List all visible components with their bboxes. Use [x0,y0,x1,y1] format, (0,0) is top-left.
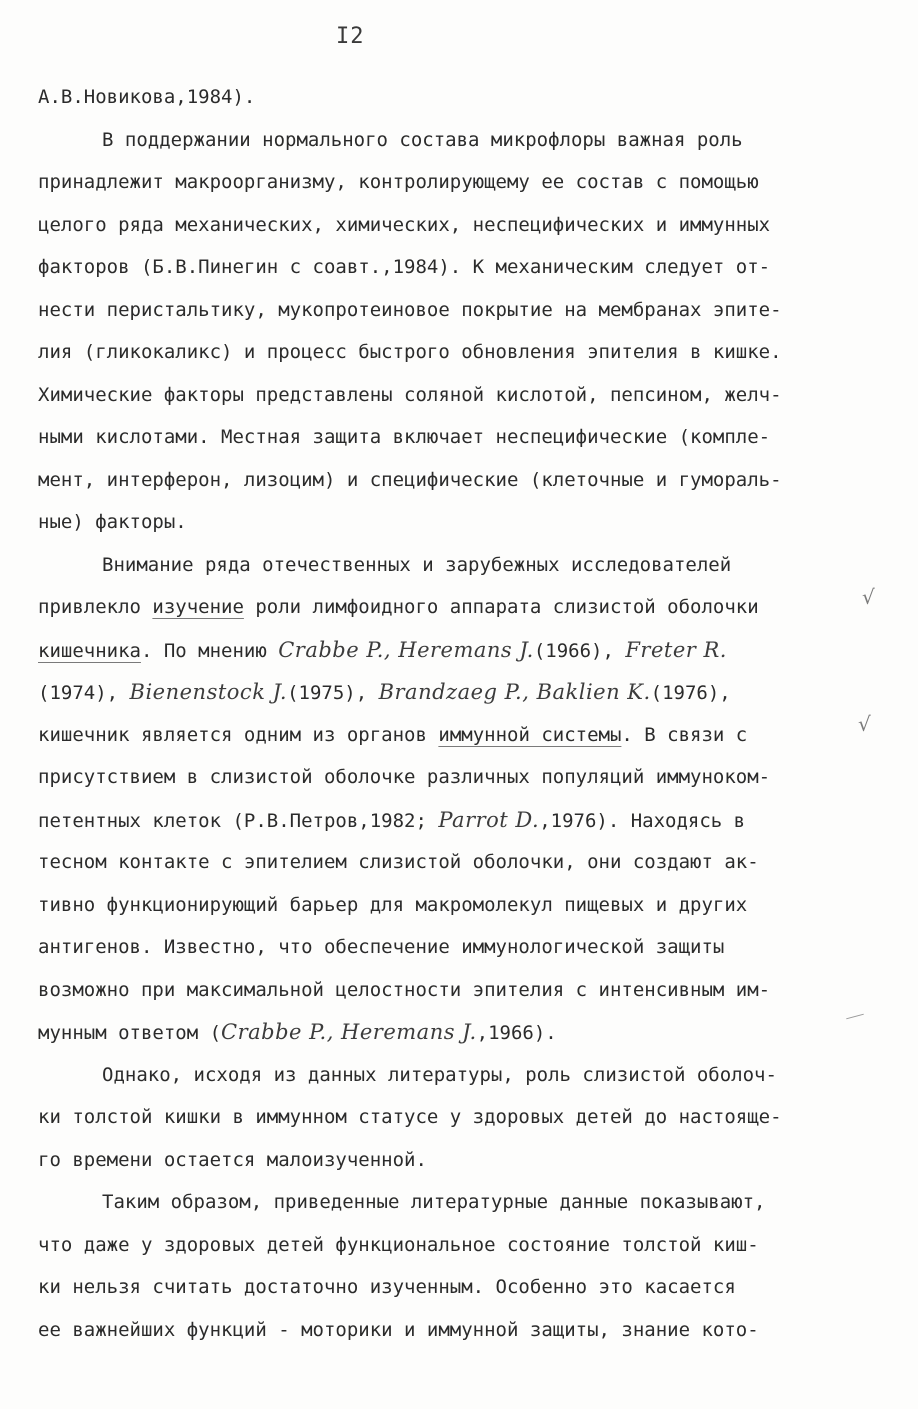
handwritten-citation: Bienenstock J. [129,680,288,704]
handwritten-citation: Brandzaeg P., Baklien K. [378,680,651,704]
handwritten-citation: Crabbe P., Heremans J. [278,637,534,662]
text-line [38,289,878,332]
text-line [38,331,878,374]
text-segment: изучение [152,596,244,618]
text-line [38,119,878,162]
text-segment: го времени остается малоизученной. [38,1148,427,1171]
text-segment: ные) факторы. [38,511,187,533]
text-segment: (1974), [38,682,130,704]
text-line [38,374,878,417]
text-segment: иммунной системы [438,723,622,746]
text-segment: мент, интерферон, лизоцим) и специфические (клеточные и гумораль- [38,468,782,491]
text-segment: целого ряда механических, химических, неспецифических и иммунных [38,213,771,236]
text-line [38,459,878,502]
text-segment: Химические факторы представлены соляной кислотой, пепсином, желч- [38,383,782,406]
text-segment: присутствием в слизистой оболочке различных популяций иммуноком- [38,766,771,788]
text-segment: привлекло [38,596,153,618]
text-segment: петентных клеток (Р.В.Петров,1982; [38,809,439,832]
text-line [38,586,878,629]
text-segment: . В связи с [621,723,748,746]
text-line [38,1224,878,1267]
text-segment: мунным ответом ( [38,1022,222,1044]
text-line [38,756,878,799]
text-line [38,671,878,714]
text-line [38,969,878,1012]
text-segment: что даже у здоровых детей функциональное состояние толстой киш- [38,1233,759,1256]
text-line [38,501,878,544]
text-line [38,76,878,119]
text-segment: кишечника [38,639,141,662]
text-line [38,1011,878,1054]
text-segment: антигенов. Известно, что обеспечение иммунологической защиты [38,936,725,958]
text-segment: роли лимфоидного аппарата слизистой оболочки [243,596,759,618]
text-segment: ными кислотами. Местная защита включает неспецифические (компле- [38,426,771,448]
margin-check-mark: √ [858,712,871,736]
text-line [38,416,878,459]
text-segment: лия (гликокаликс) и процесс быстрого обновления эпителия в кишке. [38,341,782,363]
text-segment: ее важнейших функций - моторики и иммунной защиты, знание кото- [38,1318,759,1341]
text-line [38,204,878,247]
text-segment: (1966), [533,639,626,662]
text-line [38,629,878,672]
text-segment: (1975), [287,682,379,704]
text-segment: А.В.Новикова,1984). [38,86,256,108]
body-text [38,76,878,1351]
text-segment: нести перистальтику, мукопротеиновое покрытие на мембранах эпите- [38,298,782,321]
text-segment: кишечник является одним из органов [38,723,439,746]
text-line [38,544,878,587]
text-segment: (1976), [650,682,731,704]
text-line [38,884,878,927]
text-line [38,1054,878,1097]
text-segment: ,1976). Находясь в [539,809,746,832]
text-line [38,926,878,969]
text-segment: ки нельзя считать достаточно изученным. Особенно это касается [38,1276,736,1298]
text-segment: Внимание ряда отечественных и зарубежных исследователей [102,553,732,576]
text-line [38,1139,878,1182]
text-segment: Однако, исходя из данных литературы, роль слизистой оболоч- [102,1063,777,1086]
text-segment: ,1966). [476,1022,557,1044]
text-line [38,1309,878,1352]
text-segment: тивно функционирующий барьер для макромолекул пищевых и других [38,893,748,916]
handwritten-citation: Parrot D. [438,807,540,832]
text-line [38,1096,878,1139]
text-line [38,1266,878,1309]
text-line [38,841,878,884]
margin-check-mark: √ [862,585,875,609]
text-segment: Таким образом, приведенные литературные данные показывают, [102,1191,766,1213]
text-segment: принадлежит макроорганизму, контролирующему ее состав с помощью [38,171,759,193]
handwritten-citation: Crabbe P., Heremans J. [221,1020,477,1044]
text-line [38,799,878,842]
text-segment: ки толстой кишки в иммунном статусе у здоровых детей до настояще- [38,1106,782,1128]
text-segment: . По мнению [140,639,279,662]
text-segment: возможно при максимальной целостности эпителия с интенсивным им- [38,978,771,1001]
text-line [38,161,878,204]
text-line [38,246,878,289]
text-segment: тесном контакте с эпителием слизистой оболочки, они создают ак- [38,851,759,873]
handwritten-citation: Freter R. [625,637,727,662]
text-line [38,714,878,757]
text-line [38,1181,878,1224]
text-segment: В поддержании нормального состава микрофлоры важная роль [102,128,743,151]
page-number: I2 [336,24,365,49]
text-segment: факторов (Б.В.Пинегин с соавт.,1984). К механическим следует от- [38,256,771,278]
